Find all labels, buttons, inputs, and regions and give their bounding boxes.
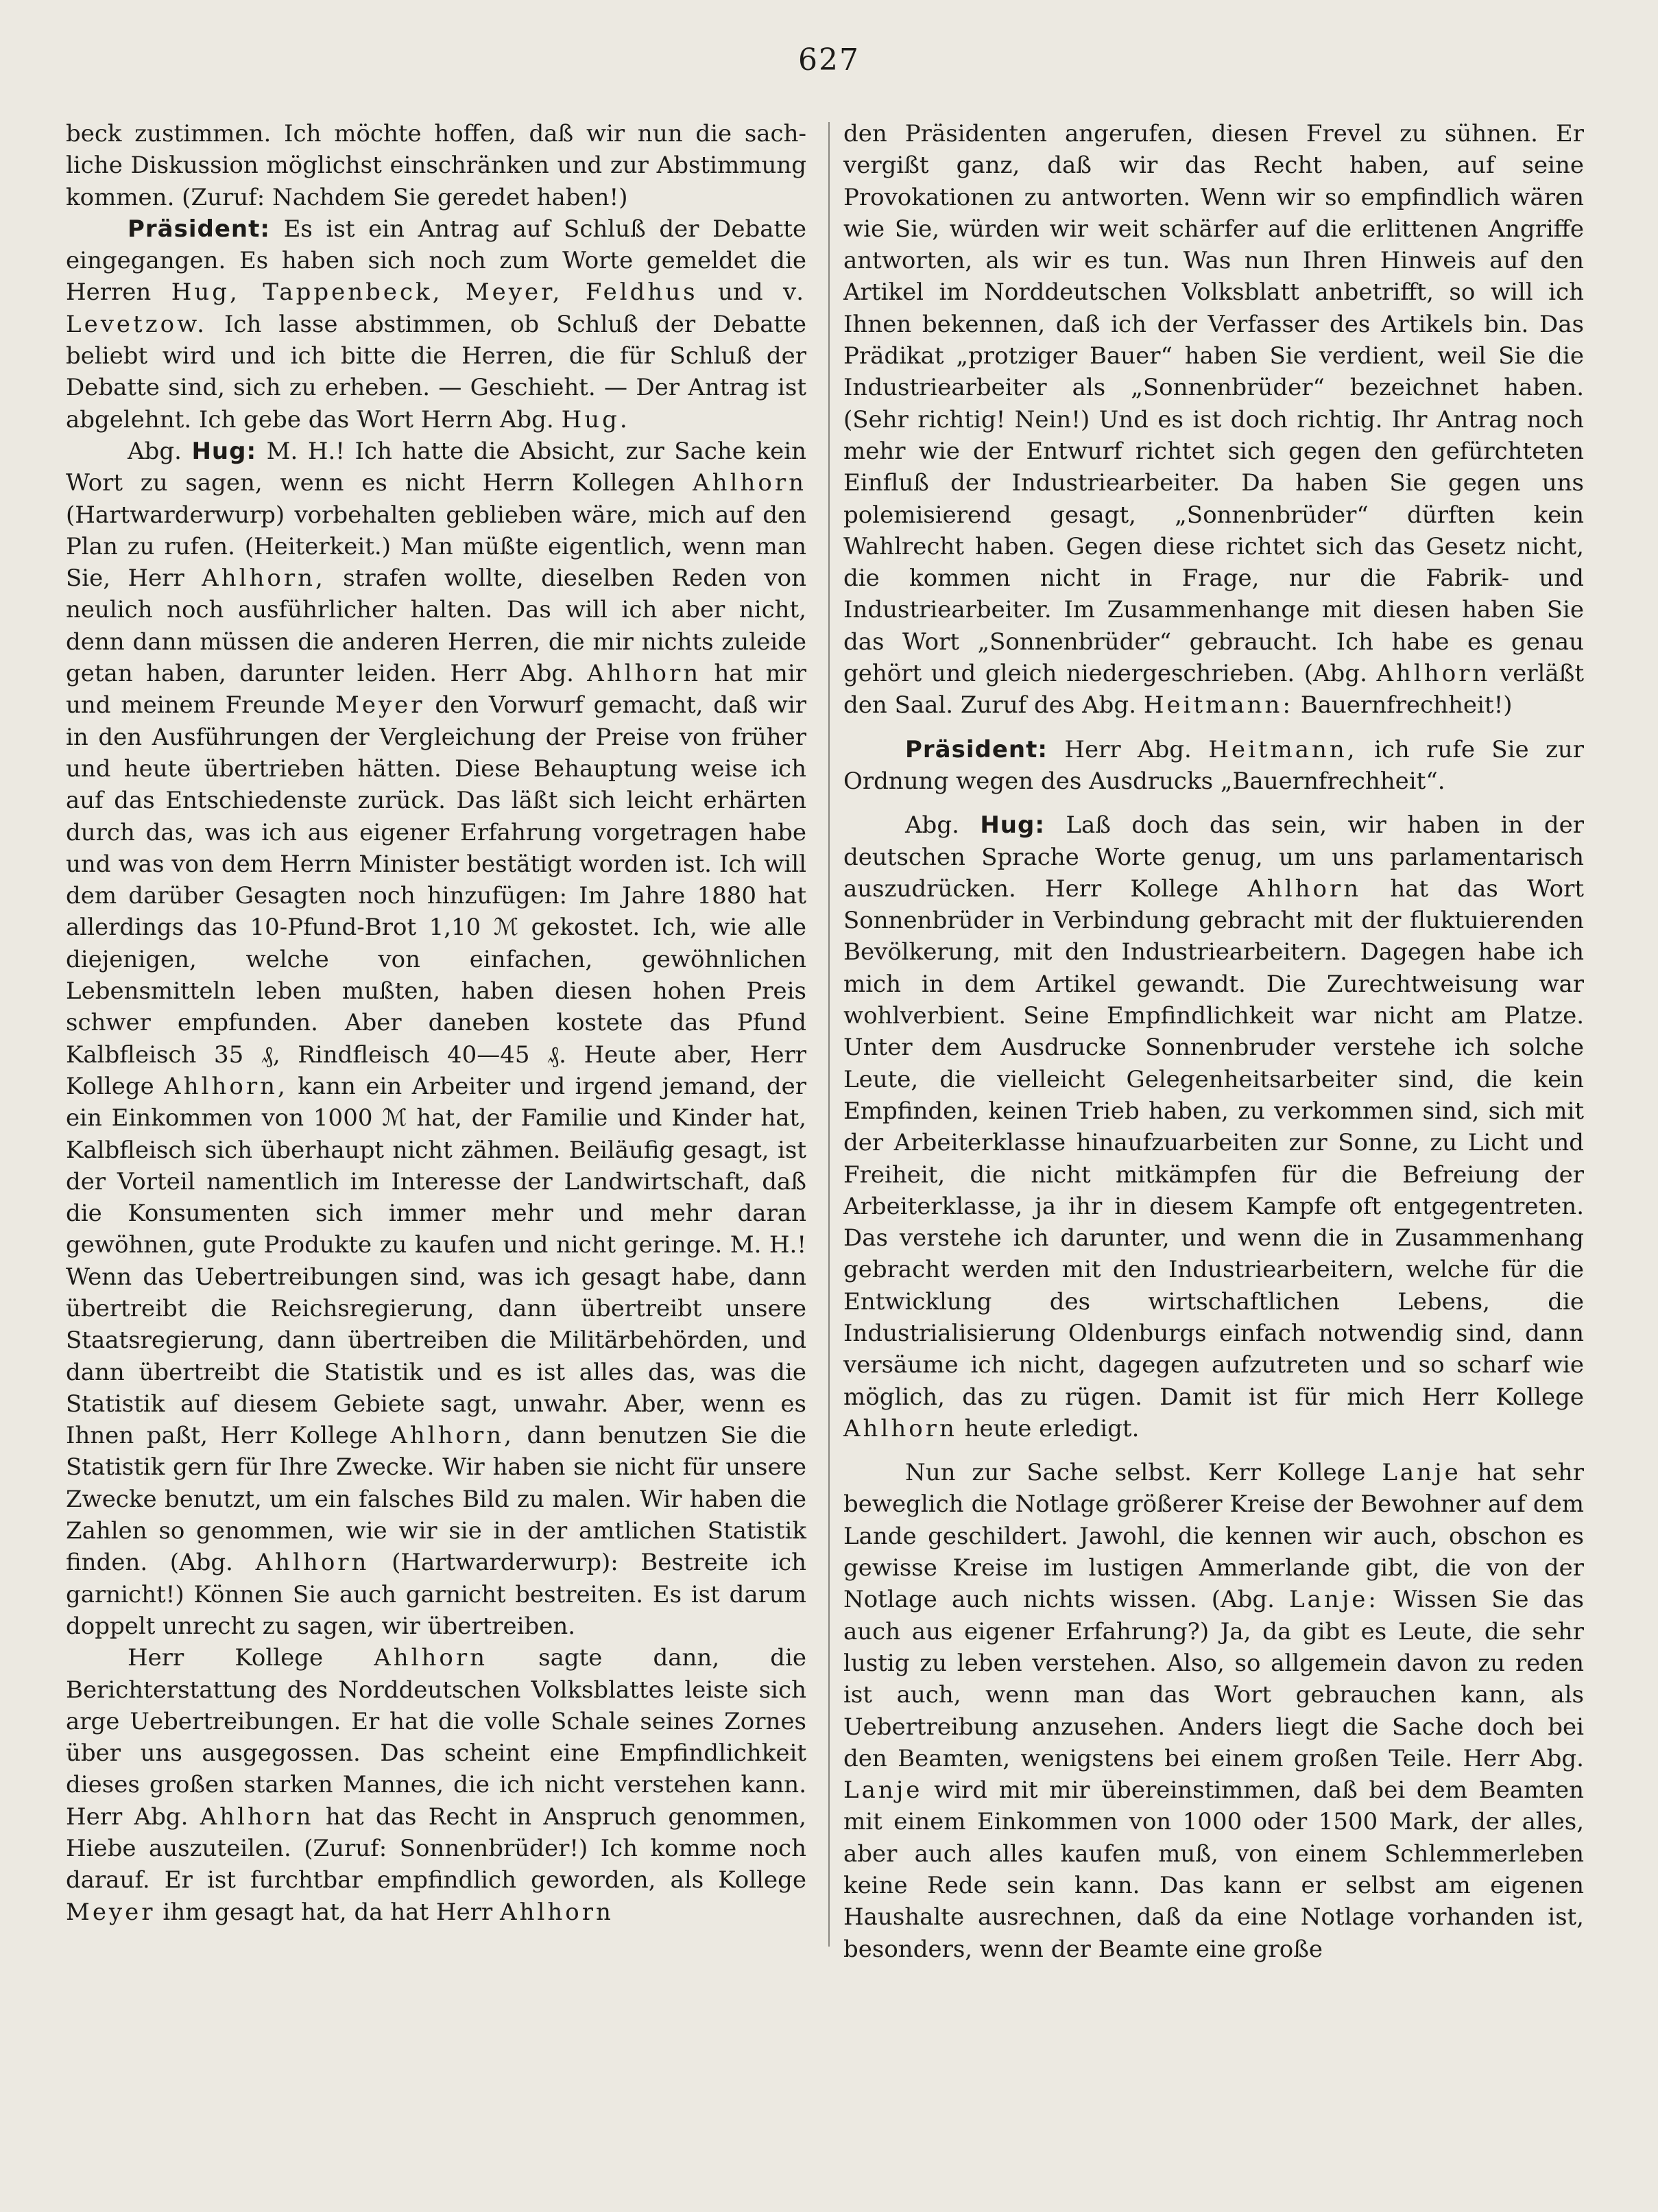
person-name: Meyer	[66, 1898, 156, 1926]
page-number: 627	[798, 43, 860, 78]
paragraph-text: ich rufe Sie zur Ordnung wegen des Ausdrucks „Bauernfrechheit“.	[843, 735, 1585, 795]
paragraph-text: hat das Wort Sonnenbrüder in Verbindung gebracht mit der fluktuierenden Bevölkerung, mit den Industriearbeitern. Dagegen habe ich mich in dem Artikel gewandt. Die Zurechtweisung war wohlverbient. Seine Empfindlichkeit war nicht am Platze. Unter dem Ausdrucke Sonnenbruder verstehe ich solche Leute, die vielleicht Gelegenheitsarbeiter sind, die kein Empfinden, keinen Trieb haben, zu verkommen sind, sich mit der Arbeiterklasse hinaufzuarbeiten zur Sonne, zu Licht und Freiheit, die nicht mitkämpfen für die Befreiung der Arbeiterklasse, ja ihr in diesem Kampfe oft entgegentreten. Das verstehe ich darunter, und wenn die in Zusammenhang gebracht werden mit den Industriearbeitern, welche für die Entwicklung des wirtschaftlichen Lebens, die Industrialisierung Oldenburgs einfach notwendig sind, dann versäume ich nicht, dagegen aufzutreten und so scharf wie möglich, das zu rügen. Damit ist für mich Herr Kollege	[843, 875, 1584, 1411]
left-column	[66, 118, 806, 1928]
paragraph-text: dann benutzen Sie die Statistik gern für Ihre Zwecke. Wir haben sie nicht für unsere Zwecke benutzt, um ein falsches Bild zu malen. Wir haben die Zahlen so genommen, wie wir sie in der amtlichen Statistik finden. (Abg.	[66, 1422, 806, 1577]
paragraph-text: verläßt den Saal. Zuruf des Abg.	[843, 660, 1584, 720]
paragraph-text: den Präsidenten angerufen, diesen Frevel zu sühnen. Er vergißt ganz, daß wir das Recht haben, auf seine Provokationen zu antworten. Wenn wir so empfindlich wären wie Sie, würden wir weit schärfer auf die erlittenen Angriffe antworten, als wir es tun. Was nun Ihren Hinweis auf den Artikel im Norddeutschen Volksblatt anbetrifft, so will ich Ihnen bekennen, daß ich der Verfasser des Artikels bin. Das Prädikat „protziger Bauer“ haben Sie verdient, weil Sie die Industriearbeiter als „Sonnenbrüder“ bezeichnet haben. (Sehr richtig! Nein!) Und es ist doch richtig. Ihr Antrag noch mehr wie der Entwurf richtet sich gegen den gefürchteten Einfluß der Industriearbeiter. Da haben Sie gegen uns polemisierend gesagt, „Sonnenbrüder“ dürften kein Wahlrecht haben. Gegen diese richtet sich das Gesetz nicht, die kommen nicht in Frage, nur die Fabrik- und Industriearbeiter. Im Zusammenhange mit diesen haben Sie das Wort „Sonnenbrüder“ gebraucht. Ich habe es genau gehört und gleich niedergeschrieben. (Abg.	[843, 120, 1584, 688]
speaker-label: Hug:	[191, 437, 257, 465]
person-name: Lanje	[843, 1776, 923, 1805]
paragraph	[66, 213, 806, 436]
paragraph	[843, 1457, 1584, 1965]
paragraph	[843, 734, 1584, 798]
speaker-label: Präsident:	[128, 215, 270, 243]
paragraph	[66, 118, 806, 213]
person-name: Ahlhorn	[693, 469, 806, 497]
paragraph-text: wird mit mir übereinstimmen, daß bei dem Beamten mit einem Einkommen von 1000 oder 1500 Mark, der alles, aber auch alles kaufen muß, von einem Schlemmerleben keine Rede sein kann. Das kann er selbst am eigenen Haushalte ausrechnen, daß da eine Notlage vorhanden ist, besonders, wenn der Beamte eine große	[843, 1776, 1584, 1963]
person-name: Lanje:	[1289, 1586, 1379, 1614]
paragraph-text: ihm gesagt hat, da hat Herr	[155, 1898, 501, 1926]
paragraph-text: Nun zur Sache selbst. Kerr Kollege	[905, 1459, 1382, 1487]
paragraph-text: strafen wollte, dieselben Reden von neulich noch ausführlicher halten. Das will ich aber nicht, denn dann müssen die anderen Herren, die mir nichts zuleide getan haben, darunter leiden. Herr Abg.	[66, 564, 806, 688]
person-name: Heitmann,	[1208, 735, 1358, 763]
person-names: Hug, Tappenbeck, Meyer, Feldhus	[171, 278, 698, 307]
person-name: Lanje	[1382, 1459, 1461, 1487]
paragraph-text: Herr Abg.	[1047, 735, 1209, 763]
paragraph-text: Abg.	[905, 811, 981, 840]
person-name: Meyer	[335, 691, 425, 720]
person-name: Ahlhorn,	[390, 1422, 514, 1450]
paragraph-text: (Hartwarderwurp): Bestreite ich garnicht!) Können Sie auch garnicht bestreiten. Es ist darum doppelt unrecht zu sagen, wir übertreiben.	[66, 1549, 807, 1640]
column-divider	[828, 122, 830, 1947]
speaker-label: Präsident:	[905, 735, 1048, 763]
paragraph-text: hat das Recht in Anspruch genommen, Hiebe auszuteilen. (Zuruf: Sonnenbrüder!) Ich komme noch darauf. Er ist furchtbar empfindlich geworden, als Kollege	[66, 1803, 806, 1894]
person-name: Heitmann:	[1143, 691, 1293, 720]
paragraph-text: und	[697, 278, 784, 307]
paragraph	[843, 118, 1584, 722]
paragraph-text: den Vorwurf gemacht, daß wir in den Ausführungen der Vergleichung der Preise von früher und heute übertrieben hätten. Diese Behauptung weise ich auf das Entschiedenste zurück. Das läßt sich leicht erhärten durch das, was ich aus eigener Erfahrung vorgetragen habe und was von dem Herrn Minister bestätigt worden ist. Ich will dem darüber Gesagten noch hinzufügen: Im Jahre 1880 hat allerdings das 10-Pfund-Brot 1,10 ℳ gekostet. Ich, wie alle diejenigen, welche von einfachen, gewöhnlichen Lebensmitteln leben mußten, haben diesen hohen Preis schwer empfunden. Aber daneben kostete das Pfund Kalbfleisch 35 ₰, Rindfleisch 40—45 ₰. Heute aber, Herr Kollege	[66, 691, 806, 1100]
person-name: v. Levetzow.	[66, 278, 806, 338]
person-name: Ahlhorn	[843, 1414, 957, 1442]
paragraph	[843, 809, 1584, 1444]
paragraph-text: Herr Kollege	[128, 1644, 374, 1672]
paragraph-text: Wissen Sie das auch aus eigener Erfahrung?) Ja, da gibt es Leute, die sehr lustig zu leben verstehen. Also, so allgemein davon zu reden ist auch, wenn man das Wort gebrauchen kann, als Uebertreibung anzusehen. Anders liegt die Sache doch bei den Beamten, wenigstens bei einem großen Teile. Herr Abg.	[843, 1586, 1584, 1772]
paragraph-text: M. H.! Ich hatte die Absicht, zur Sache kein Wort zu sagen, wenn es nicht Herrn Kollegen	[66, 437, 806, 497]
paragraph-text: Abg.	[128, 437, 192, 465]
paragraph	[66, 1642, 806, 1928]
person-name: Ahlhorn,	[164, 1072, 288, 1100]
paragraph-text: Es ist ein Antrag auf Schluß der Debatte eingegangen. Es haben sich noch zum Worte gemeldet die Herren	[66, 215, 806, 307]
paragraph-text: sagte dann, die Berichterstattung des Norddeutschen Volksblattes leiste sich arge Uebertreibungen. Er hat die volle Schale seines Zornes über uns ausgegossen. Das scheint eine Empfindlichkeit dieses großen starken Mannes, die ich nicht verstehen kann. Herr Abg.	[66, 1644, 806, 1831]
person-name: Ahlhorn,	[202, 564, 326, 593]
right-column	[843, 118, 1584, 1965]
paragraph-text: Ich lasse abstimmen, ob Schluß der Debatte beliebt wird und ich bitte die Herren, die für Schluß der Debatte sind, sich zu erheben. — Geschieht. — Der Antrag ist abgelehnt. Ich gebe das Wort Herrn Abg.	[66, 310, 806, 433]
speaker-label: Hug:	[980, 811, 1045, 840]
person-name: Ahlhorn	[255, 1549, 370, 1577]
paragraph-text: hat mir und meinem Freunde	[66, 660, 806, 720]
person-name: Ahlhorn	[587, 660, 701, 688]
paragraph-text: Laß doch das sein, wir haben in der deutschen Sprache Worte genug, um uns parlamentarisch auszudrücken. Herr Kollege	[843, 811, 1584, 903]
person-name: Hug.	[561, 405, 630, 433]
paragraph-text: Bauernfrechheit!)	[1293, 691, 1513, 720]
paragraph-text: (Hartwarderwurp) vorbehalten geblieben wäre, mich auf den Plan zu rufen. (Heiterkeit.) Man müßte eigentlich, wenn man Sie, Herr	[66, 501, 806, 593]
paragraph-text: hat sehr beweglich die Notlage größerer Kreise der Bewohner auf dem Lande geschildert. Jawohl, die kennen wir auch, obschon es gewisse Kreise im lustigen Ammerlande gibt, die von der Notlage auch nichts wissen. (Abg.	[843, 1459, 1584, 1614]
person-name: Ahlhorn	[200, 1803, 314, 1831]
person-name: Ahlhorn	[500, 1898, 614, 1926]
person-name: Ahlhorn	[374, 1644, 488, 1672]
person-name: Ahlhorn	[1247, 875, 1362, 903]
person-name: Ahlhorn	[1376, 660, 1491, 688]
paragraph	[66, 436, 806, 1642]
paragraph-text: beck zustimmen. Ich möchte hoffen, daß wir nun die sach-liche Diskussion möglichst einschränken und zur Abstimmung kommen. (Zuruf: Nachdem Sie geredet haben!)	[66, 120, 806, 211]
paragraph-text: heute erledigt.	[957, 1414, 1140, 1442]
paragraph-text: kann ein Arbeiter und irgend jemand, der ein Einkommen von 1000 ℳ hat, der Familie und Kinder hat, Kalbfleisch sich überhaupt nicht zähmen. Beiläufig gesagt, ist der Vorteil namentlich im Interesse der Landwirtschaft, daß die Konsumenten sich immer mehr und mehr daran gewöhnen, gute Produkte zu kaufen und nicht geringe. M. H.! Wenn das Uebertreibungen sind, was ich gesagt habe, dann übertreibt die Reichsregierung, dann übertreibt unsere Staatsregierung, dann übertreiben die Militärbehörden, und dann übertreibt die Statistik und es ist alles das, was die Statistik auf diesem Gebiete sagt, unwahr. Aber, wenn es Ihnen paßt, Herr Kollege	[66, 1072, 806, 1450]
